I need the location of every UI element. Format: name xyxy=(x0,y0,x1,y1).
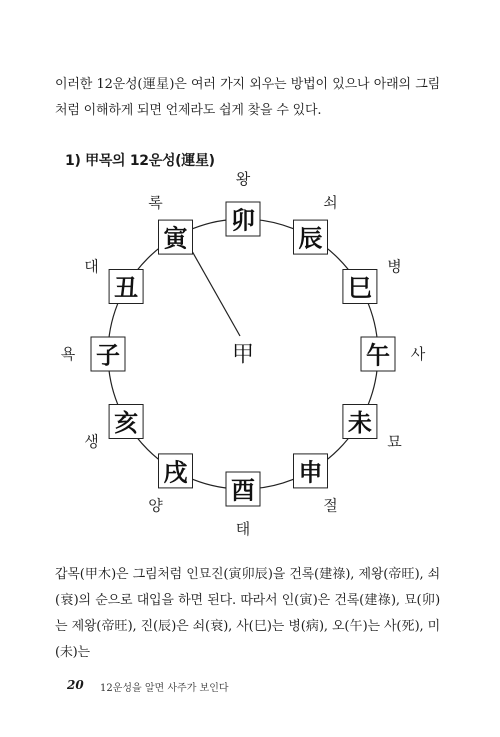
branch-box xyxy=(109,405,143,439)
branch-char: 未 xyxy=(347,408,372,437)
stage-label: 양 xyxy=(148,496,163,515)
branch-char: 丑 xyxy=(114,273,139,302)
branch-char: 申 xyxy=(298,457,323,487)
branch-char: 子 xyxy=(96,340,120,370)
center-stem: 甲 xyxy=(231,342,255,368)
branch-char: 午 xyxy=(366,340,390,370)
stage-label: 사 xyxy=(410,345,426,363)
stage-label: 쇠 xyxy=(323,193,338,212)
branch-box xyxy=(109,270,143,304)
branch-box xyxy=(226,472,260,506)
pointer-line xyxy=(188,244,240,336)
branch-char: 戌 xyxy=(163,457,188,487)
branch-char: 卯 xyxy=(231,205,255,235)
stage-label: 태 xyxy=(235,520,251,538)
footer-book-title: 12운성을 알면 사주가 보인다 xyxy=(100,683,229,694)
stage-label: 록 xyxy=(148,193,163,212)
stage-label: 생 xyxy=(84,432,99,451)
stage-label: 대 xyxy=(84,257,99,276)
stage-label: 묘 xyxy=(387,432,402,451)
stage-label: 욕 xyxy=(60,345,76,363)
branch-box xyxy=(294,454,328,488)
body-paragraph: 갑목(甲木)은 그림처럼 인묘진(寅卯辰)을 건록(建祿), 제왕(帝旺), 쇠(衰)의 순으로 대입을 하면 된다. 따라서 인(寅)은 건록(建祿), 묘(卯)는 제왕(帝旺), 진(辰)은 쇠(衰), 사(巳)는 병(病), 오(午)는 사(死), 미(未)는 xyxy=(55,567,440,660)
branch-box xyxy=(159,220,193,254)
branch-box xyxy=(91,337,125,371)
branch-box xyxy=(361,337,395,371)
page-number: 20 xyxy=(67,678,84,692)
stage-label: 병 xyxy=(387,257,402,276)
branch-char: 酉 xyxy=(231,475,255,505)
section-heading: 1) 甲목의 12운성(運星) xyxy=(65,153,215,169)
branch-char: 寅 xyxy=(163,223,188,253)
branch-box xyxy=(343,405,377,439)
branch-char: 亥 xyxy=(114,408,139,437)
branch-box xyxy=(159,454,193,488)
branch-box xyxy=(226,202,260,236)
branch-char: 巳 xyxy=(347,273,372,302)
stage-label: 왕 xyxy=(235,170,251,188)
intro-paragraph: 이러한 12운성(運星)은 여러 가지 외우는 방법이 있으나 아래의 그림처럼 이해하게 되면 언제라도 쉽게 찾을 수 있다. xyxy=(55,77,440,118)
branch-box xyxy=(343,270,377,304)
branch-box xyxy=(294,220,328,254)
stage-label: 절 xyxy=(323,496,338,515)
branch-char: 辰 xyxy=(298,223,323,253)
